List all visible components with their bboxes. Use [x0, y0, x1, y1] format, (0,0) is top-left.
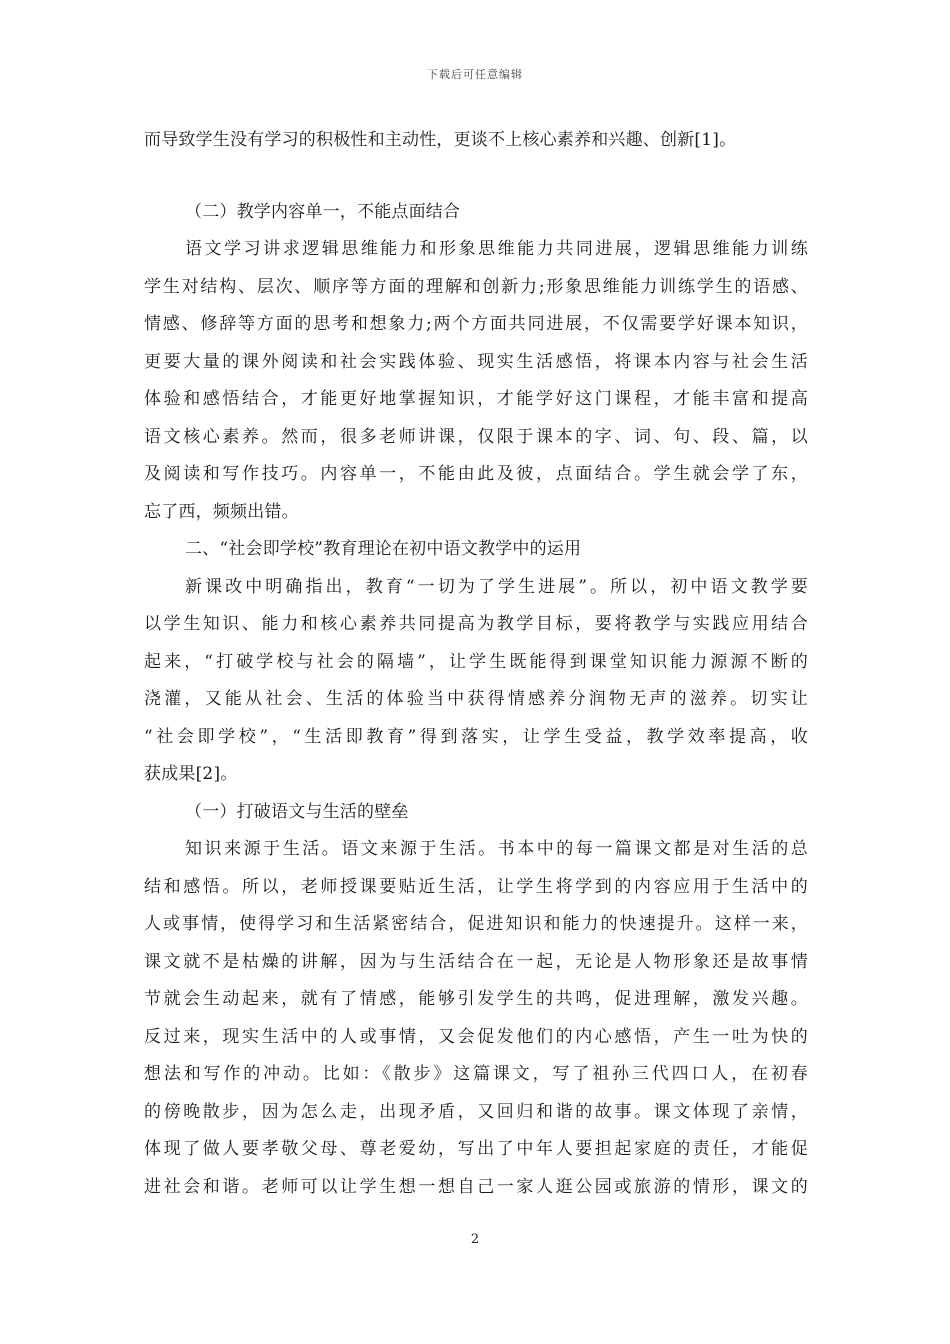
body-line: 反过来，现实生活中的人或事情，又会促发他们的内心感悟，产生一吐为快的 — [144, 1026, 808, 1047]
section-heading: 二、“社会即学校”教育理论在初中语文教学中的运用 — [185, 539, 582, 559]
page-header: 下载后可任意编辑 — [427, 68, 523, 81]
body-line: 体现了做人要孝敬父母、尊老爱幼，写出了中年人要担起家庭的责任，才能促 — [144, 1139, 808, 1159]
page-number: 2 — [470, 1232, 480, 1247]
paragraph-gap — [144, 160, 808, 194]
body-line: 人或事情，使得学习和生活紧密结合，促进知识和能力的快速提升。这样一来， — [144, 914, 808, 934]
body-line: 语文学习讲求逻辑思维能力和形象思维能力共同进展，逻辑思维能力训练 — [185, 239, 808, 259]
body-line: 知识来源于生活。语文来源于生活。书本中的每一篇课文都是对生活的总 — [185, 839, 808, 859]
body-line: 课文就不是枯燥的讲解，因为与生活结合在一起，无论是人物形象还是故事情 — [144, 951, 808, 972]
body-line: 学生对结构、层次、顺序等方面的理解和创新力;形象思维能力训练学生的语感、 — [144, 276, 808, 297]
body-line: 而导致学生没有学习的积极性和主动性，更谈不上核心素养和兴趣、创新[1]。 — [144, 130, 737, 150]
body-line: 以学生知识、能力和核心素养共同提高为教学目标，要将教学与实践应用结合 — [144, 614, 808, 634]
body-line: 语文核心素养。然而，很多老师讲课，仅限于课本的字、词、句、段、篇，以 — [144, 426, 808, 447]
body-line: 的傍晚散步，因为怎么走，出现矛盾，又回归和谐的故事。课文体现了亲情， — [144, 1101, 808, 1122]
body-line: 想法和写作的冲动。比如：《散步》这篇课文，写了祖孙三代四口人，在初春 — [144, 1064, 808, 1084]
body-line: 节就会生动起来，就有了情感，能够引发学生的共鸣，促进理解，激发兴趣。 — [144, 989, 808, 1009]
body-line: 更要大量的课外阅读和社会实践体验、现实生活感悟，将课本内容与社会生活 — [144, 351, 808, 372]
section-heading: （一）打破语文与生活的壁垒 — [185, 801, 409, 822]
section-heading: （二）教学内容单一，不能点面结合 — [185, 201, 461, 222]
body-line: 浇灌，又能从社会、生活的体验当中获得情感养分润物无声的滋养。切实让 — [144, 689, 808, 709]
body-line: 及阅读和写作技巧。内容单一，不能由此及彼，点面结合。学生就会学了东， — [144, 464, 808, 484]
body-line: 忘了西，频频出错。 — [144, 501, 299, 522]
body-line: 体验和感悟结合，才能更好地掌握知识，才能学好这门课程，才能丰富和提高 — [144, 389, 808, 409]
body-line: 情感、修辞等方面的思考和想象力;两个方面共同进展，不仅需要学好课本知识， — [144, 314, 808, 334]
body-line: “社会即学校”，“生活即教育”得到落实，让学生受益，教学效率提高，收 — [144, 726, 808, 747]
body-line: 获成果[2]。 — [144, 764, 238, 784]
body-line: 进社会和谐。老师可以让学生想一想自己一家人逛公园或旅游的情形，课文的 — [144, 1176, 808, 1197]
document-body — [144, 122, 808, 1206]
body-line: 结和感悟。所以，老师授课要贴近生活，让学生将学到的内容应用于生活中的 — [144, 876, 808, 897]
body-line: 起来，“打破学校与社会的隔墙”，让学生既能得到课堂知识能力源源不断的 — [144, 651, 808, 672]
body-line: 新课改中明确指出，教育“一切为了学生进展”。所以，初中语文教学要 — [185, 576, 808, 597]
